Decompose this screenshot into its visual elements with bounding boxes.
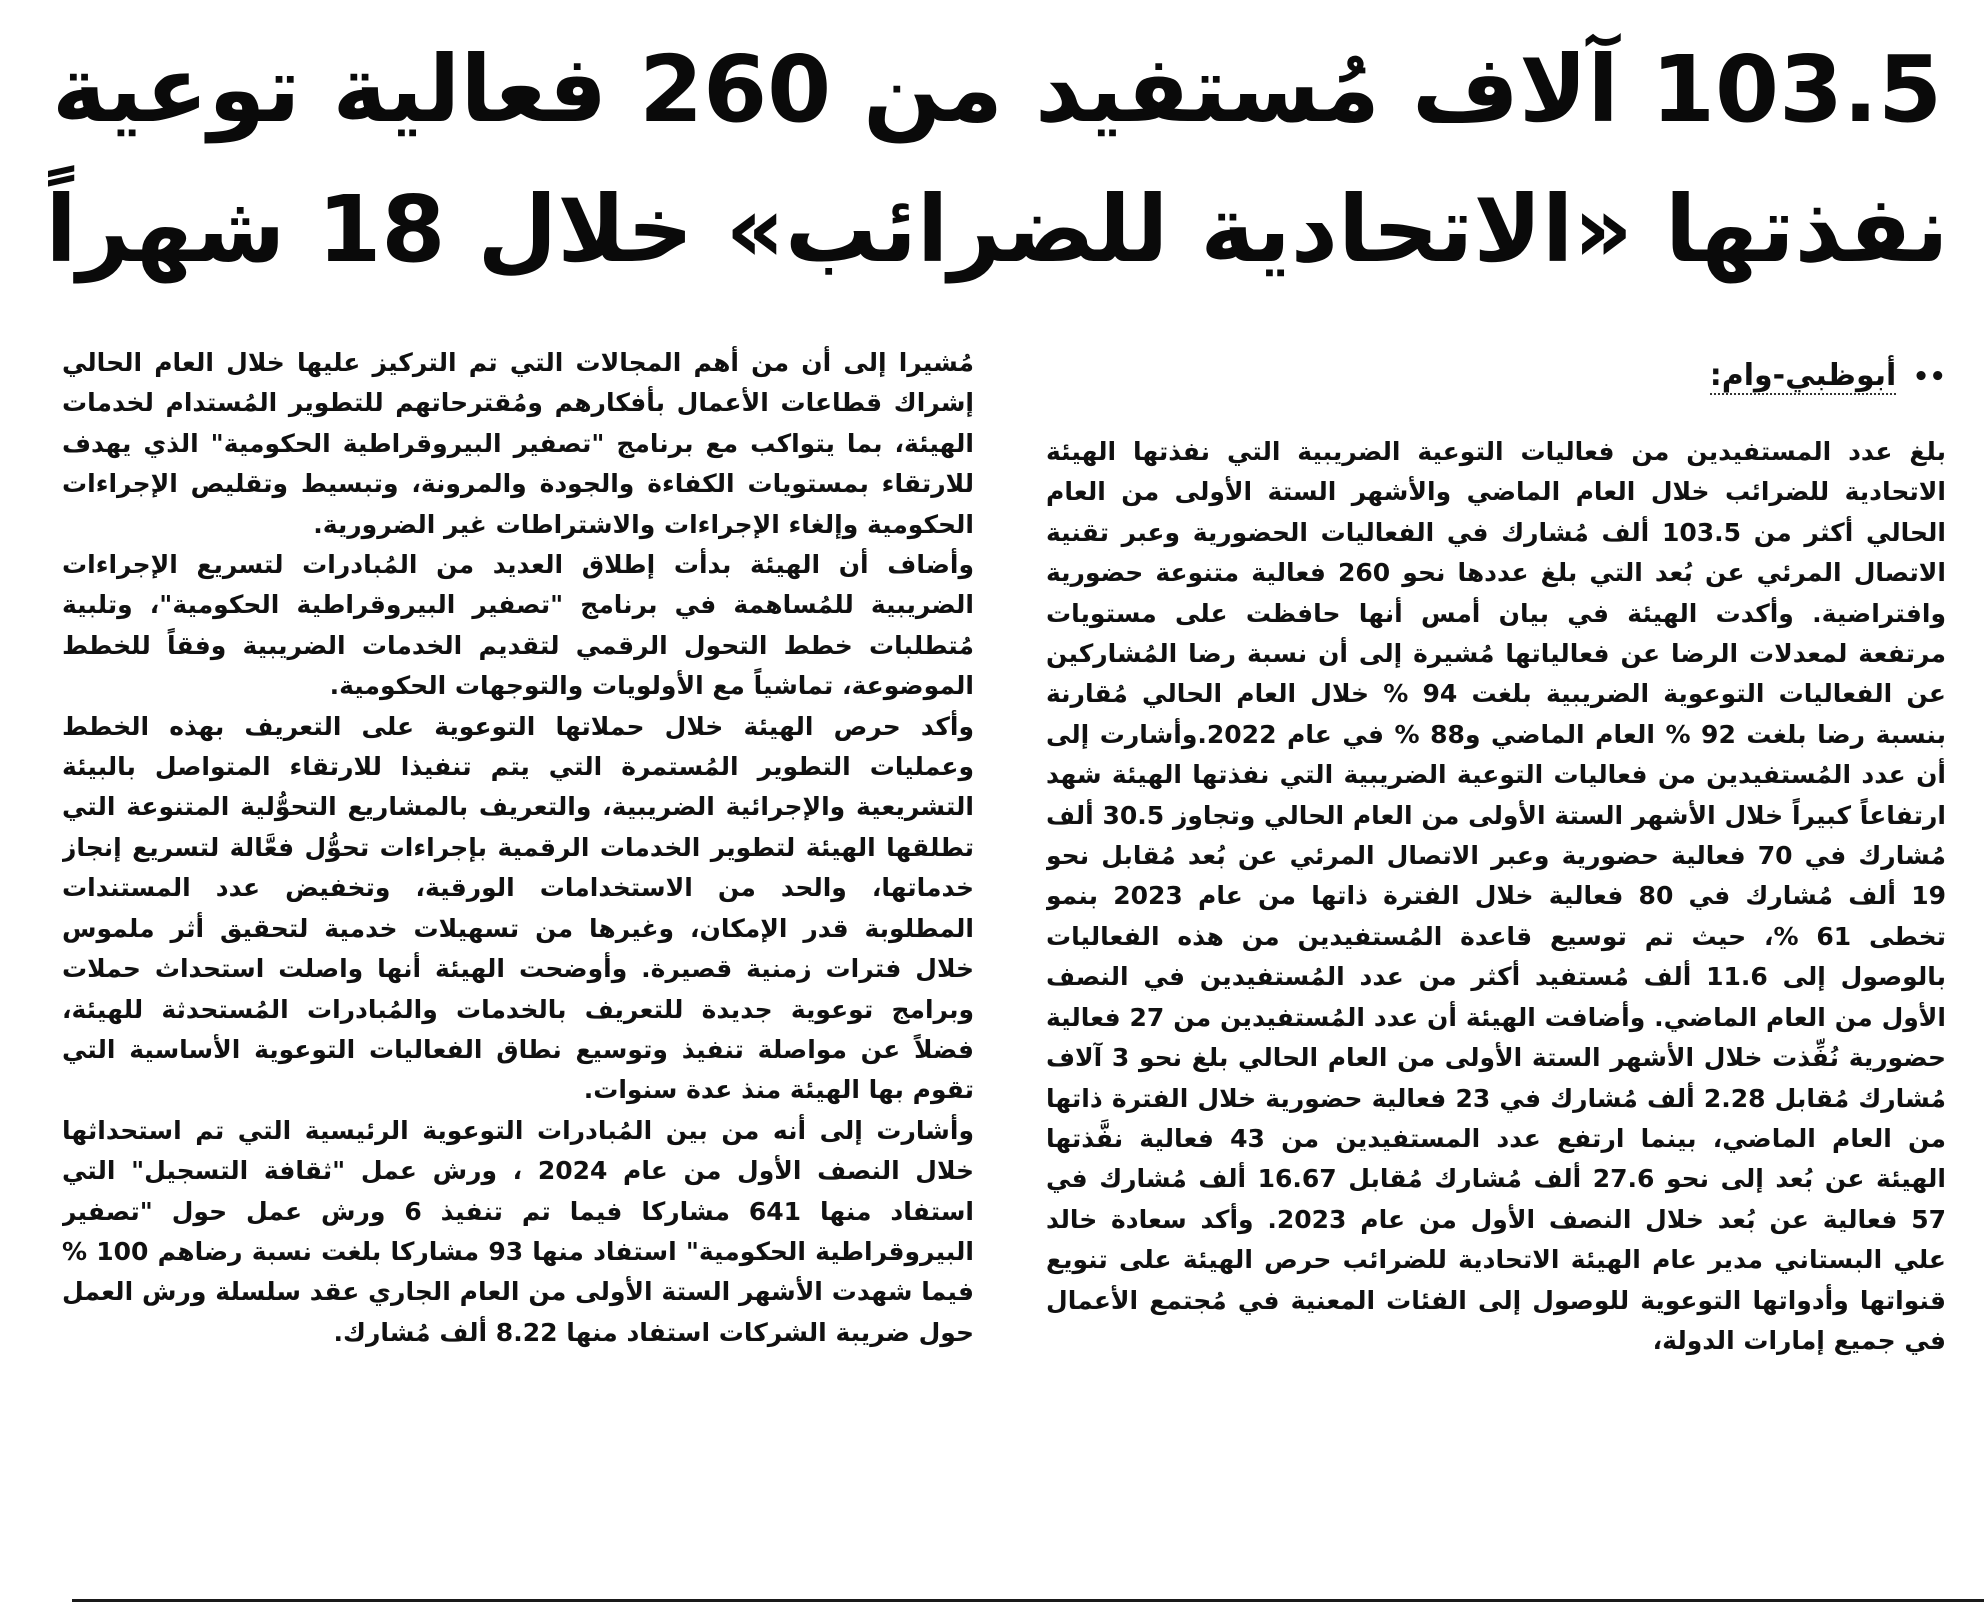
article-paragraph: بلغ عدد المستفيدين من فعاليات التوعية الضريبية التي نفذتها الهيئة الاتحادية للضرائب خلال العام الماضي والأشهر الستة الأولى من العام الحالي أكثر من 103.5 ألف مُشارك في الفعاليات الحضورية وعبر تقنية الاتصال المرئي عن بُعد التي بلغ عددها نحو 260 فعالية متنوعة حضورية وافتراضية. وأكدت الهيئة في بيان أمس أنها حافظت على مستويات مرتفعة لمعدلات الرضا عن فعالياتها مُشيرة إلى أن نسبة رضا المُشاركين عن الفعاليات التوعوية الضريبية بلغت 94 % خلال العام الحالي مُقارنة بنسبة رضا بلغت 92 % العام الماضي و88 % في عام 2022.وأشارت إلى أن عدد المُستفيدين من فعاليات التوعية الضريبية التي نفذتها الهيئة شهد ارتفاعاً كبيراً خلال الأشهر الستة الأولى من العام الحالي وتجاوز 30.5 ألف مُشارك في 70 فعالية حضورية وعبر الاتصال المرئي عن بُعد مُقابل نحو 19 ألف مُشارك في 80 فعالية خلال الفترة ذاتها من عام 2023 بنمو تخطى 61 %، حيث تم توسيع قاعدة المُستفيدين من هذه الفعاليات بالوصول إلى 11.6 ألف مُستفيد أكثر من عدد المُستفيدين في النصف الأول من العام الماضي. وأضافت الهيئة أن عدد المُستفيدين من 27 فعالية حضورية نُفِّذت خلال الأشهر الستة الأولى من العام الحالي بلغ نحو 3 آلاف مُشارك مُقابل 2.28 ألف مُشارك في 23 فعالية حضورية خلال الفترة ذاتها من العام الماضي، بينما ارتفع عدد المستفيدين من 43 فعالية نفَّذتها الهيئة عن بُعد إلى نحو 27.6 ألف مُشارك مُقابل 16.67 ألف مُشارك في 57 فعالية عن بُعد خلال النصف الأول من عام 2023. وأكد سعادة خالد علي البستاني مدير عام الهيئة الاتحادية للضرائب حرص الهيئة على تنويع قنواتها وأدواتها التوعوية للوصول إلى الفئات المعنية في مُجتمع الأعمال في جميع إمارات الدولة، — [1046, 437, 1946, 1355]
headline — [40, 20, 1954, 320]
dateline-place: أبوظبي-وام: — [1709, 358, 1897, 393]
article-column-left — [62, 343, 974, 1583]
dateline — [1046, 356, 1946, 397]
headline-line-2: نفذتها «الاتحادية للضرائب» خلال 18 شهراً — [45, 176, 1949, 283]
bottom-divider — [72, 1599, 1984, 1602]
article-paragraph: وأشارت إلى أنه من بين المُبادرات التوعوية الرئيسية التي تم استحداثها خلال النصف الأول من عام 2024 ، ورش عمل "ثقافة التسجيل" التي استفاد منها 641 مشاركا فيما تم تنفيذ 6 ورش عمل حول "تصفير البيروقراطية الحكومية" استفاد منها 93 مشاركا بلغت نسبة رضاهم 100 % فيما شهدت الأشهر الستة الأولى من العام الجاري عقد سلسلة ورش العمل حول ضريبة الشركات استفاد منها 8.22 ألف مُشارك. — [62, 1115, 974, 1347]
article-column-right — [1046, 432, 1946, 1582]
dateline-bullets: •• — [1912, 362, 1946, 392]
article-paragraph: وأكد حرص الهيئة خلال حملاتها التوعوية على التعريف بهذه الخطط وعمليات التطوير المُستمرة التي يتم تنفيذا للارتقاء المتواصل بالبيئة التشريعية والإجرائية الضريبية، والتعريف بالمشاريع التحوُّلية المتنوعة التي تطلقها الهيئة لتطوير الخدمات الرقمية بإجراءات تحوُّل فعَّالة لتسريع إنجاز خدماتها، والحد من الاستخدامات الورقية، وتخفيض عدد المستندات المطلوبة قدر الإمكان، وغيرها من تسهيلات خدمية لتحقيق أثر ملموس خلال فترات زمنية قصيرة. وأوضحت الهيئة أنها واصلت استحداث حملات وبرامج توعوية جديدة للتعريف بالخدمات والمُبادرات المُستحدثة للهيئة، فضلاً عن مواصلة تنفيذ وتوسيع نطاق الفعاليات التوعوية الأساسية التي تقوم بها الهيئة منذ عدة سنوات. — [62, 711, 974, 1105]
article-paragraph: مُشيرا إلى أن من أهم المجالات التي تم التركيز عليها خلال العام الحالي إشراك قطاعات الأعمال بأفكارهم ومُقترحاتهم للتطوير المُستدام لخدمات الهيئة، بما يتواكب مع برنامج "تصفير البيروقراطية الحكومية" الذي يهدف للارتقاء بمستويات الكفاءة والجودة والمرونة، وتبسيط وتقليص الإجراءات الحكومية وإلغاء الإجراءات والاشتراطات غير الضرورية. — [62, 348, 974, 539]
article-paragraph: وأضاف أن الهيئة بدأت إطلاق العديد من المُبادرات لتسريع الإجراءات الضريبية للمُساهمة في برنامج "تصفير البيروقراطية الحكومية"، وتلبية مُتطلبات خطط التحول الرقمي لتقديم الخدمات الضريبية وفقاً للخطط الموضوعة، تماشياً مع الأولويات والتوجهات الحكومية. — [62, 550, 974, 701]
headline-line-1: 103.5 آلاف مُستفيد من 260 فعالية توعية — [52, 36, 1942, 143]
